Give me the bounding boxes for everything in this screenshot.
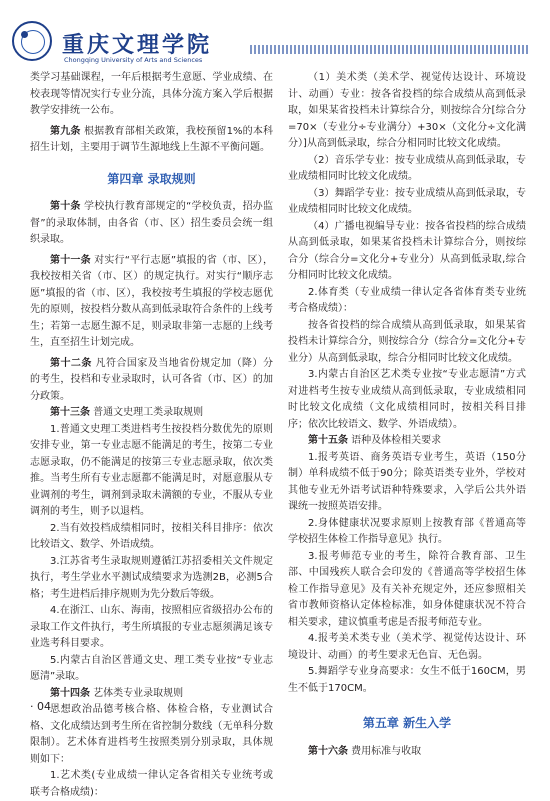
university-name: 重庆文理学院 xyxy=(62,32,213,58)
article-label: 第十条 xyxy=(50,201,81,212)
article-15 xyxy=(288,433,526,450)
list-item: 2.身体健康状况要求原则上按教育部《普通高等学校招生体检工作指导意见》执行。 xyxy=(288,517,526,545)
list-item: 5.舞蹈学专业身高要求：女生不低于160CM，男生不低于170CM。 xyxy=(288,666,526,694)
header-decorative-stripe xyxy=(250,45,530,54)
article-11 xyxy=(30,253,273,352)
article-text: 语种及体检相关要求 xyxy=(348,435,442,446)
article-text: 根据教育部相关政策，我校预留1%的本科招生计划，主要用于调节生源地线上生源不平衡问题。 xyxy=(30,125,274,153)
article-9 xyxy=(30,124,273,157)
article-label: 第十二条 xyxy=(50,357,92,369)
paragraph: 按各省投档的综合成绩从高到低录取，如果某省投档未计算综合分，则按综合分（综合分=文化分+专业分）从高到低录取，综合分相同时比较文化成绩。 xyxy=(288,319,526,364)
article-text: 艺体类专业录取规则 xyxy=(90,687,184,699)
paragraph: 类学习基础课程，一年后根据考生意愿、学业成绩、在校表现等情况实行专业分流，具体分流方案入学后根据教学安排统一公布。 xyxy=(30,72,273,116)
list-item: 1.报考英语、商务英语专业考生，英语（150分制）单科成绩不低于90分；除英语类专业外，学校对其他专业无外语考试语种特殊要求，入学后公共外语课统一按照英语安排。 xyxy=(288,451,526,512)
article-14 xyxy=(30,686,273,703)
list-item: （1）美术类（美术学、视觉传达设计、环境设计、动画）专业：按各省投档的综合成绩从高到低录取，如果某省投档未计算综合分，则按综合分[综合分=70×（专业分÷专业满分）+30×（文化分÷文化满分）]从高到低录取，综合分相同时比较文化成绩。 xyxy=(288,72,526,149)
list-item: （3）舞蹈学专业：按专业成绩从高到低录取，专业成绩相同时比较文化成绩。 xyxy=(288,187,526,215)
list-item: 1.普通文史理工类进档考生按投档分数优先的原则安排专业，第一专业志愿不能满足的考生，按第二专业志愿录取，仍不能满足的按第三专业志愿录取，依次类推。当考生所有专业志愿都不能满足时，对愿意服从专业调剂的考生，调剂到录取未满额的专业，不服从专业调剂的考生，则予以退档。 xyxy=(30,423,273,517)
list-item: 3.江苏省考生录取规则遵循江苏招委相关文件规定执行，考生学业水平测试成绩要求为选测2B，必测5合格；考生进档后排序规则为先分数后等级。 xyxy=(30,555,273,600)
article-text: 费用标准与收取 xyxy=(348,745,422,757)
list-item: 3.报考师范专业的考生，除符合教育部、卫生部、中国残疾人联合会印发的《普通高等学校招生体检工作指导意见》及有关补充规定外，还应参照相关省市教师资格认定体检标准，如身体健康状况不符合相关要求，建议慎重考虑是否报考师范专业。 xyxy=(288,550,526,628)
university-logo-icon xyxy=(12,21,52,61)
page-number: · 04 · xyxy=(30,700,58,713)
article-label: 第十一条 xyxy=(50,254,91,266)
article-label: 第十六条 xyxy=(308,745,348,757)
chapter-4-title: 第四章 录取规则 xyxy=(107,171,196,186)
page-header xyxy=(0,0,550,62)
logo-dot xyxy=(21,31,28,38)
article-label: 第十三条 xyxy=(50,407,90,418)
list-item: （2）音乐学专业：按专业成绩从高到低录取，专业成绩相同时比较文化成绩。 xyxy=(288,154,526,182)
list-item: 2.体育类（专业成绩一律认定各省体育类专业统考合格成绩）： xyxy=(288,286,526,314)
article-text: 凡符合国家及当地省份规定加（降）分的考生，投档和专业录取时，认可各省（市、区）的加分政策。 xyxy=(30,357,273,402)
paragraph: 思想政治品德考核合格、体检合格，专业测试合格、文化成绩达到考生所在省控制分数线（无单科分数限制）。艺术体育进档考生按照类别分别录取，具体规则如下： xyxy=(30,704,273,765)
article-10 xyxy=(30,199,273,249)
list-item: （4）广播电视编导专业：按各省投档的综合成绩从高到低录取，如果某省投档未计算综合分，则按综合分（综合分=文化分+专业分）从高到低录取,综合分相同时比较文化成绩。 xyxy=(288,220,526,281)
article-text: 普通文史理工类录取规则 xyxy=(90,407,204,418)
article-text: 学校执行教育部规定的“学校负责，招办监督”的录取体制，由各省（市、区）招生委员会统一组织录取。 xyxy=(30,201,274,245)
list-item: 3.内蒙古自治区艺术类专业按“专业志愿清”方式对进档考生按专业成绩从高到低录取，专业成绩相同时比较文化成绩（文化成绩相同时，按相关科目排序；依次比较语文、数学、外语成绩）。 xyxy=(288,369,526,430)
university-english-name: Chongqing University of Arts and Sciences xyxy=(64,56,203,64)
article-label: 第十五条 xyxy=(308,435,348,446)
article-13 xyxy=(30,405,273,422)
article-text: 对实行“平行志愿”填报的省（市、区），我校按相关省（市、区）的规定执行。对实行“顺序志愿”填报的省（市、区），我校按考生填报的学校志愿优先的原则，按投档分数从高到低录取符合条件的上线考生；若第一志愿生源不足，则录取非第一志愿的上线考生，直至招生计划完成。 xyxy=(30,254,273,348)
chapter-5-title: 第五章 新生入学 xyxy=(362,716,452,730)
article-label: 第九条 xyxy=(50,125,81,137)
list-item: 4.在浙江、山东、海南，按照相应省级招办公布的录取工作文件执行，考生所填报的专业志愿须满足该专业选考科目要求。 xyxy=(30,605,273,649)
article-label: 第十四条 xyxy=(50,687,90,699)
list-item: 5.内蒙古自治区普通文史、理工类专业按“专业志愿清”录取。 xyxy=(30,654,273,682)
right-column xyxy=(288,70,526,760)
list-item: 1.艺术类(专业成绩一律认定各省相关专业统考或联考合格成绩)： xyxy=(30,770,273,798)
article-12 xyxy=(30,356,273,406)
list-item: 4.报考美术类专业（美术学、视觉传达设计、环境设计、动画）的考生要求无色盲、无色弱。 xyxy=(288,633,526,661)
article-16 xyxy=(288,744,526,761)
list-item: 2.当有效投档成绩相同时，按相关科目排序：依次比较语文、数学、外语成绩。 xyxy=(30,522,273,550)
left-column xyxy=(30,70,273,801)
